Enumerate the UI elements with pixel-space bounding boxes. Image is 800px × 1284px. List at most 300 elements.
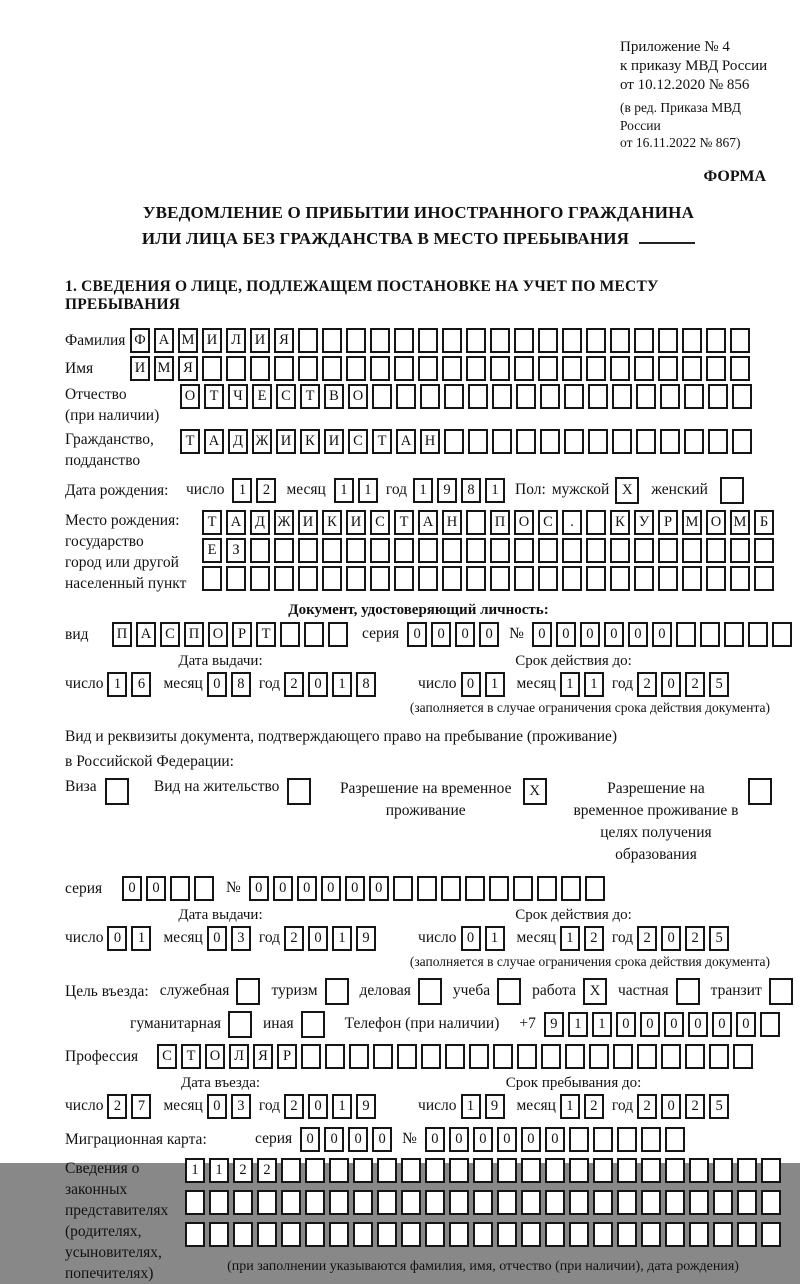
char-cell[interactable] [466,538,486,563]
char-cell[interactable] [761,1158,781,1183]
char-cell[interactable] [209,1222,229,1247]
char-cell[interactable]: Ф [130,328,150,353]
char-cell[interactable] [610,356,630,381]
char-cell[interactable]: А [204,429,224,454]
char-cell[interactable]: М [178,328,198,353]
char-cell[interactable] [748,622,768,647]
char-cell[interactable] [586,510,606,535]
char-cell[interactable] [730,356,750,381]
char-cell[interactable] [730,328,750,353]
char-cell[interactable] [202,566,222,591]
char-cell[interactable]: А [396,429,416,454]
char-cell[interactable] [521,1158,541,1183]
char-cell[interactable] [489,876,509,901]
char-cell[interactable] [418,566,438,591]
char-cell[interactable] [589,1044,609,1069]
char-cell[interactable]: 5 [709,1094,729,1119]
char-cell[interactable]: 0 [308,672,328,697]
char-cell[interactable] [706,566,726,591]
char-cell[interactable] [473,1190,493,1215]
char-cell[interactable] [538,328,558,353]
char-cell[interactable]: К [610,510,630,535]
char-cell[interactable] [661,1044,681,1069]
char-cell[interactable] [466,566,486,591]
char-cell[interactable] [466,510,486,535]
char-cell[interactable] [346,356,366,381]
char-cell[interactable] [329,1190,349,1215]
char-cell[interactable]: 0 [461,672,481,697]
char-cell[interactable]: 2 [637,926,657,951]
char-cell[interactable] [468,429,488,454]
char-cell[interactable]: П [490,510,510,535]
char-cell[interactable] [185,1190,205,1215]
char-cell[interactable] [194,876,214,901]
char-cell[interactable] [298,538,318,563]
char-cell[interactable]: 1 [560,1094,580,1119]
char-cell[interactable] [322,356,342,381]
char-cell[interactable] [634,538,654,563]
char-cell[interactable] [613,1044,633,1069]
char-cell[interactable]: 2 [256,478,276,503]
char-cell[interactable]: 0 [207,926,227,951]
char-cell[interactable]: 2 [233,1158,253,1183]
char-cell[interactable]: 0 [652,622,672,647]
char-cell[interactable] [185,1222,205,1247]
char-cell[interactable] [325,1044,345,1069]
char-cell[interactable] [586,328,606,353]
char-cell[interactable] [617,1158,637,1183]
char-cell[interactable] [329,1222,349,1247]
char-cell[interactable]: 1 [592,1012,612,1037]
char-cell[interactable] [684,429,704,454]
char-cell[interactable] [257,1222,277,1247]
char-cell[interactable]: 2 [284,1094,304,1119]
char-cell[interactable]: С [348,429,368,454]
char-cell[interactable] [561,876,581,901]
char-cell[interactable]: И [346,510,366,535]
char-cell[interactable] [473,1222,493,1247]
char-cell[interactable] [636,429,656,454]
char-cell[interactable] [772,622,792,647]
char-cell[interactable] [610,538,630,563]
char-cell[interactable]: А [136,622,156,647]
char-cell[interactable] [660,429,680,454]
char-cell[interactable] [545,1158,565,1183]
char-cell[interactable] [394,328,414,353]
char-cell[interactable] [708,384,728,409]
char-cell[interactable]: Т [181,1044,201,1069]
char-cell[interactable] [492,384,512,409]
char-cell[interactable]: 3 [231,1094,251,1119]
char-cell[interactable] [442,328,462,353]
char-cell[interactable] [497,1158,517,1183]
char-cell[interactable] [377,1158,397,1183]
char-cell[interactable] [233,1222,253,1247]
char-cell[interactable] [569,1158,589,1183]
char-cell[interactable] [370,538,390,563]
char-cell[interactable] [538,356,558,381]
char-cell[interactable]: 0 [297,876,317,901]
char-cell[interactable]: 0 [249,876,269,901]
char-cell[interactable] [562,356,582,381]
char-cell[interactable]: 0 [521,1127,541,1152]
char-cell[interactable]: 1 [209,1158,229,1183]
char-cell[interactable] [420,384,440,409]
option-visa-checkbox[interactable] [105,778,129,805]
char-cell[interactable]: 0 [308,1094,328,1119]
char-cell[interactable] [304,622,324,647]
char-cell[interactable] [417,876,437,901]
char-cell[interactable]: 9 [485,1094,505,1119]
char-cell[interactable] [682,566,702,591]
char-cell[interactable]: А [226,510,246,535]
char-cell[interactable] [490,356,510,381]
char-cell[interactable] [346,566,366,591]
char-cell[interactable]: 0 [616,1012,636,1037]
char-cell[interactable] [538,566,558,591]
char-cell[interactable] [761,1190,781,1215]
char-cell[interactable]: 0 [107,926,127,951]
char-cell[interactable]: 0 [324,1127,344,1152]
char-cell[interactable]: 1 [413,478,433,503]
char-cell[interactable] [250,356,270,381]
char-cell[interactable]: 2 [685,926,705,951]
char-cell[interactable] [370,356,390,381]
char-cell[interactable]: 0 [308,926,328,951]
char-cell[interactable] [760,1012,780,1037]
char-cell[interactable]: М [730,510,750,535]
char-cell[interactable] [641,1222,661,1247]
char-cell[interactable]: 0 [207,672,227,697]
char-cell[interactable] [593,1158,613,1183]
char-cell[interactable]: П [184,622,204,647]
char-cell[interactable] [274,538,294,563]
char-cell[interactable] [349,1044,369,1069]
char-cell[interactable]: 0 [545,1127,565,1152]
char-cell[interactable]: 0 [449,1127,469,1152]
char-cell[interactable] [226,566,246,591]
char-cell[interactable] [394,566,414,591]
char-cell[interactable] [737,1190,757,1215]
char-cell[interactable] [298,566,318,591]
char-cell[interactable] [322,566,342,591]
char-cell[interactable]: Р [232,622,252,647]
char-cell[interactable] [754,566,774,591]
char-cell[interactable] [682,356,702,381]
char-cell[interactable]: М [154,356,174,381]
char-cell[interactable] [305,1222,325,1247]
char-cell[interactable] [682,328,702,353]
char-cell[interactable]: 2 [284,672,304,697]
char-cell[interactable]: 0 [369,876,389,901]
char-cell[interactable]: 0 [497,1127,517,1152]
char-cell[interactable]: Л [226,328,246,353]
char-cell[interactable]: 1 [584,672,604,697]
char-cell[interactable] [545,1222,565,1247]
char-cell[interactable]: 1 [332,672,352,697]
char-cell[interactable] [274,356,294,381]
char-cell[interactable] [514,566,534,591]
char-cell[interactable]: И [202,328,222,353]
char-cell[interactable] [685,1044,705,1069]
char-cell[interactable]: С [370,510,390,535]
char-cell[interactable] [706,328,726,353]
char-cell[interactable] [732,384,752,409]
char-cell[interactable]: И [324,429,344,454]
char-cell[interactable] [401,1158,421,1183]
char-cell[interactable] [492,429,512,454]
char-cell[interactable] [586,356,606,381]
char-cell[interactable]: Я [253,1044,273,1069]
char-cell[interactable] [545,1190,565,1215]
char-cell[interactable] [562,538,582,563]
char-cell[interactable]: 1 [185,1158,205,1183]
purpose-study-checkbox[interactable] [497,978,521,1005]
char-cell[interactable] [665,1158,685,1183]
purpose-work-checkbox[interactable]: X [583,978,607,1005]
char-cell[interactable]: О [348,384,368,409]
char-cell[interactable] [449,1190,469,1215]
char-cell[interactable]: 1 [358,478,378,503]
char-cell[interactable]: С [276,384,296,409]
char-cell[interactable] [658,356,678,381]
char-cell[interactable]: М [682,510,702,535]
char-cell[interactable] [394,356,414,381]
char-cell[interactable]: 0 [661,672,681,697]
char-cell[interactable]: 0 [461,926,481,951]
char-cell[interactable] [540,384,560,409]
char-cell[interactable] [370,328,390,353]
char-cell[interactable] [281,1190,301,1215]
char-cell[interactable] [754,538,774,563]
char-cell[interactable] [708,429,728,454]
char-cell[interactable]: Т [372,429,392,454]
char-cell[interactable] [569,1190,589,1215]
char-cell[interactable]: 9 [437,478,457,503]
char-cell[interactable] [730,538,750,563]
char-cell[interactable] [469,1044,489,1069]
sex-male-checkbox[interactable]: X [615,477,639,504]
char-cell[interactable]: Т [300,384,320,409]
char-cell[interactable] [562,566,582,591]
char-cell[interactable]: Я [274,328,294,353]
char-cell[interactable] [660,384,680,409]
char-cell[interactable] [737,1222,757,1247]
char-cell[interactable]: 0 [348,1127,368,1152]
char-cell[interactable]: 7 [131,1094,151,1119]
char-cell[interactable]: И [130,356,150,381]
char-cell[interactable] [610,566,630,591]
char-cell[interactable] [444,384,464,409]
char-cell[interactable]: Б [754,510,774,535]
option-temp-residence-checkbox[interactable]: X [523,778,547,805]
purpose-business-checkbox[interactable] [418,978,442,1005]
char-cell[interactable] [468,384,488,409]
char-cell[interactable]: У [634,510,654,535]
char-cell[interactable] [612,384,632,409]
char-cell[interactable]: 0 [604,622,624,647]
char-cell[interactable]: 1 [485,672,505,697]
char-cell[interactable] [305,1158,325,1183]
char-cell[interactable] [397,1044,417,1069]
char-cell[interactable]: 0 [736,1012,756,1037]
char-cell[interactable] [281,1158,301,1183]
char-cell[interactable] [521,1190,541,1215]
char-cell[interactable] [730,566,750,591]
char-cell[interactable]: 1 [461,1094,481,1119]
char-cell[interactable] [713,1190,733,1215]
char-cell[interactable]: З [226,538,246,563]
char-cell[interactable] [713,1158,733,1183]
char-cell[interactable] [442,538,462,563]
char-cell[interactable] [466,356,486,381]
char-cell[interactable]: 1 [332,926,352,951]
char-cell[interactable] [442,566,462,591]
char-cell[interactable] [445,1044,465,1069]
char-cell[interactable] [465,876,485,901]
char-cell[interactable] [658,566,678,591]
char-cell[interactable] [202,356,222,381]
char-cell[interactable] [538,538,558,563]
char-cell[interactable]: 0 [407,622,427,647]
char-cell[interactable] [514,328,534,353]
char-cell[interactable] [490,566,510,591]
char-cell[interactable] [425,1222,445,1247]
char-cell[interactable] [540,429,560,454]
char-cell[interactable]: 0 [664,1012,684,1037]
char-cell[interactable]: 0 [300,1127,320,1152]
sex-female-checkbox[interactable] [720,477,744,504]
char-cell[interactable]: К [322,510,342,535]
char-cell[interactable] [250,538,270,563]
char-cell[interactable]: 0 [628,622,648,647]
char-cell[interactable] [418,356,438,381]
char-cell[interactable]: . [562,510,582,535]
char-cell[interactable]: И [276,429,296,454]
char-cell[interactable] [346,328,366,353]
char-cell[interactable] [689,1222,709,1247]
char-cell[interactable]: 9 [356,926,376,951]
char-cell[interactable]: 0 [473,1127,493,1152]
char-cell[interactable]: 0 [479,622,499,647]
char-cell[interactable]: 9 [356,1094,376,1119]
char-cell[interactable] [377,1222,397,1247]
char-cell[interactable] [658,538,678,563]
char-cell[interactable]: 5 [709,926,729,951]
option-temp-residence-education-checkbox[interactable] [748,778,772,805]
char-cell[interactable] [682,538,702,563]
char-cell[interactable]: А [154,328,174,353]
char-cell[interactable] [353,1222,373,1247]
char-cell[interactable]: Т [204,384,224,409]
char-cell[interactable]: 1 [332,1094,352,1119]
char-cell[interactable]: 8 [231,672,251,697]
char-cell[interactable] [421,1044,441,1069]
char-cell[interactable] [684,384,704,409]
char-cell[interactable]: С [160,622,180,647]
char-cell[interactable] [425,1190,445,1215]
char-cell[interactable]: О [706,510,726,535]
char-cell[interactable] [665,1222,685,1247]
char-cell[interactable] [617,1127,637,1152]
char-cell[interactable] [588,429,608,454]
char-cell[interactable] [641,1158,661,1183]
char-cell[interactable] [373,1044,393,1069]
char-cell[interactable] [497,1190,517,1215]
char-cell[interactable] [250,566,270,591]
char-cell[interactable]: Р [277,1044,297,1069]
char-cell[interactable]: Р [658,510,678,535]
char-cell[interactable]: 2 [637,672,657,697]
char-cell[interactable] [305,1190,325,1215]
char-cell[interactable] [329,1158,349,1183]
char-cell[interactable] [634,566,654,591]
char-cell[interactable]: 1 [334,478,354,503]
char-cell[interactable]: 0 [661,926,681,951]
char-cell[interactable] [442,356,462,381]
char-cell[interactable] [593,1222,613,1247]
char-cell[interactable] [617,1190,637,1215]
char-cell[interactable] [328,622,348,647]
char-cell[interactable]: 1 [485,926,505,951]
char-cell[interactable] [274,566,294,591]
char-cell[interactable]: К [300,429,320,454]
char-cell[interactable]: 1 [131,926,151,951]
char-cell[interactable]: 2 [284,926,304,951]
char-cell[interactable] [473,1158,493,1183]
char-cell[interactable]: 0 [661,1094,681,1119]
char-cell[interactable] [569,1222,589,1247]
char-cell[interactable] [593,1127,613,1152]
char-cell[interactable]: Ж [252,429,272,454]
char-cell[interactable] [514,538,534,563]
char-cell[interactable] [517,1044,537,1069]
char-cell[interactable] [706,356,726,381]
char-cell[interactable]: О [180,384,200,409]
char-cell[interactable] [724,622,744,647]
char-cell[interactable]: Е [252,384,272,409]
char-cell[interactable] [634,328,654,353]
char-cell[interactable]: 2 [685,1094,705,1119]
purpose-official-checkbox[interactable] [236,978,260,1005]
char-cell[interactable]: 0 [146,876,166,901]
char-cell[interactable] [689,1158,709,1183]
char-cell[interactable]: 0 [207,1094,227,1119]
char-cell[interactable] [353,1158,373,1183]
purpose-tourism-checkbox[interactable] [325,978,349,1005]
char-cell[interactable]: Ч [228,384,248,409]
char-cell[interactable] [425,1158,445,1183]
char-cell[interactable] [226,356,246,381]
char-cell[interactable] [593,1190,613,1215]
char-cell[interactable] [564,384,584,409]
char-cell[interactable]: Т [256,622,276,647]
char-cell[interactable]: Е [202,538,222,563]
purpose-other-checkbox[interactable] [301,1011,325,1038]
char-cell[interactable]: С [538,510,558,535]
char-cell[interactable]: 0 [122,876,142,901]
char-cell[interactable]: 0 [321,876,341,901]
char-cell[interactable]: 0 [688,1012,708,1037]
char-cell[interactable] [298,328,318,353]
char-cell[interactable] [298,356,318,381]
purpose-humanitarian-checkbox[interactable] [228,1011,252,1038]
char-cell[interactable] [493,1044,513,1069]
char-cell[interactable] [377,1190,397,1215]
char-cell[interactable] [401,1190,421,1215]
char-cell[interactable]: С [157,1044,177,1069]
char-cell[interactable] [301,1044,321,1069]
